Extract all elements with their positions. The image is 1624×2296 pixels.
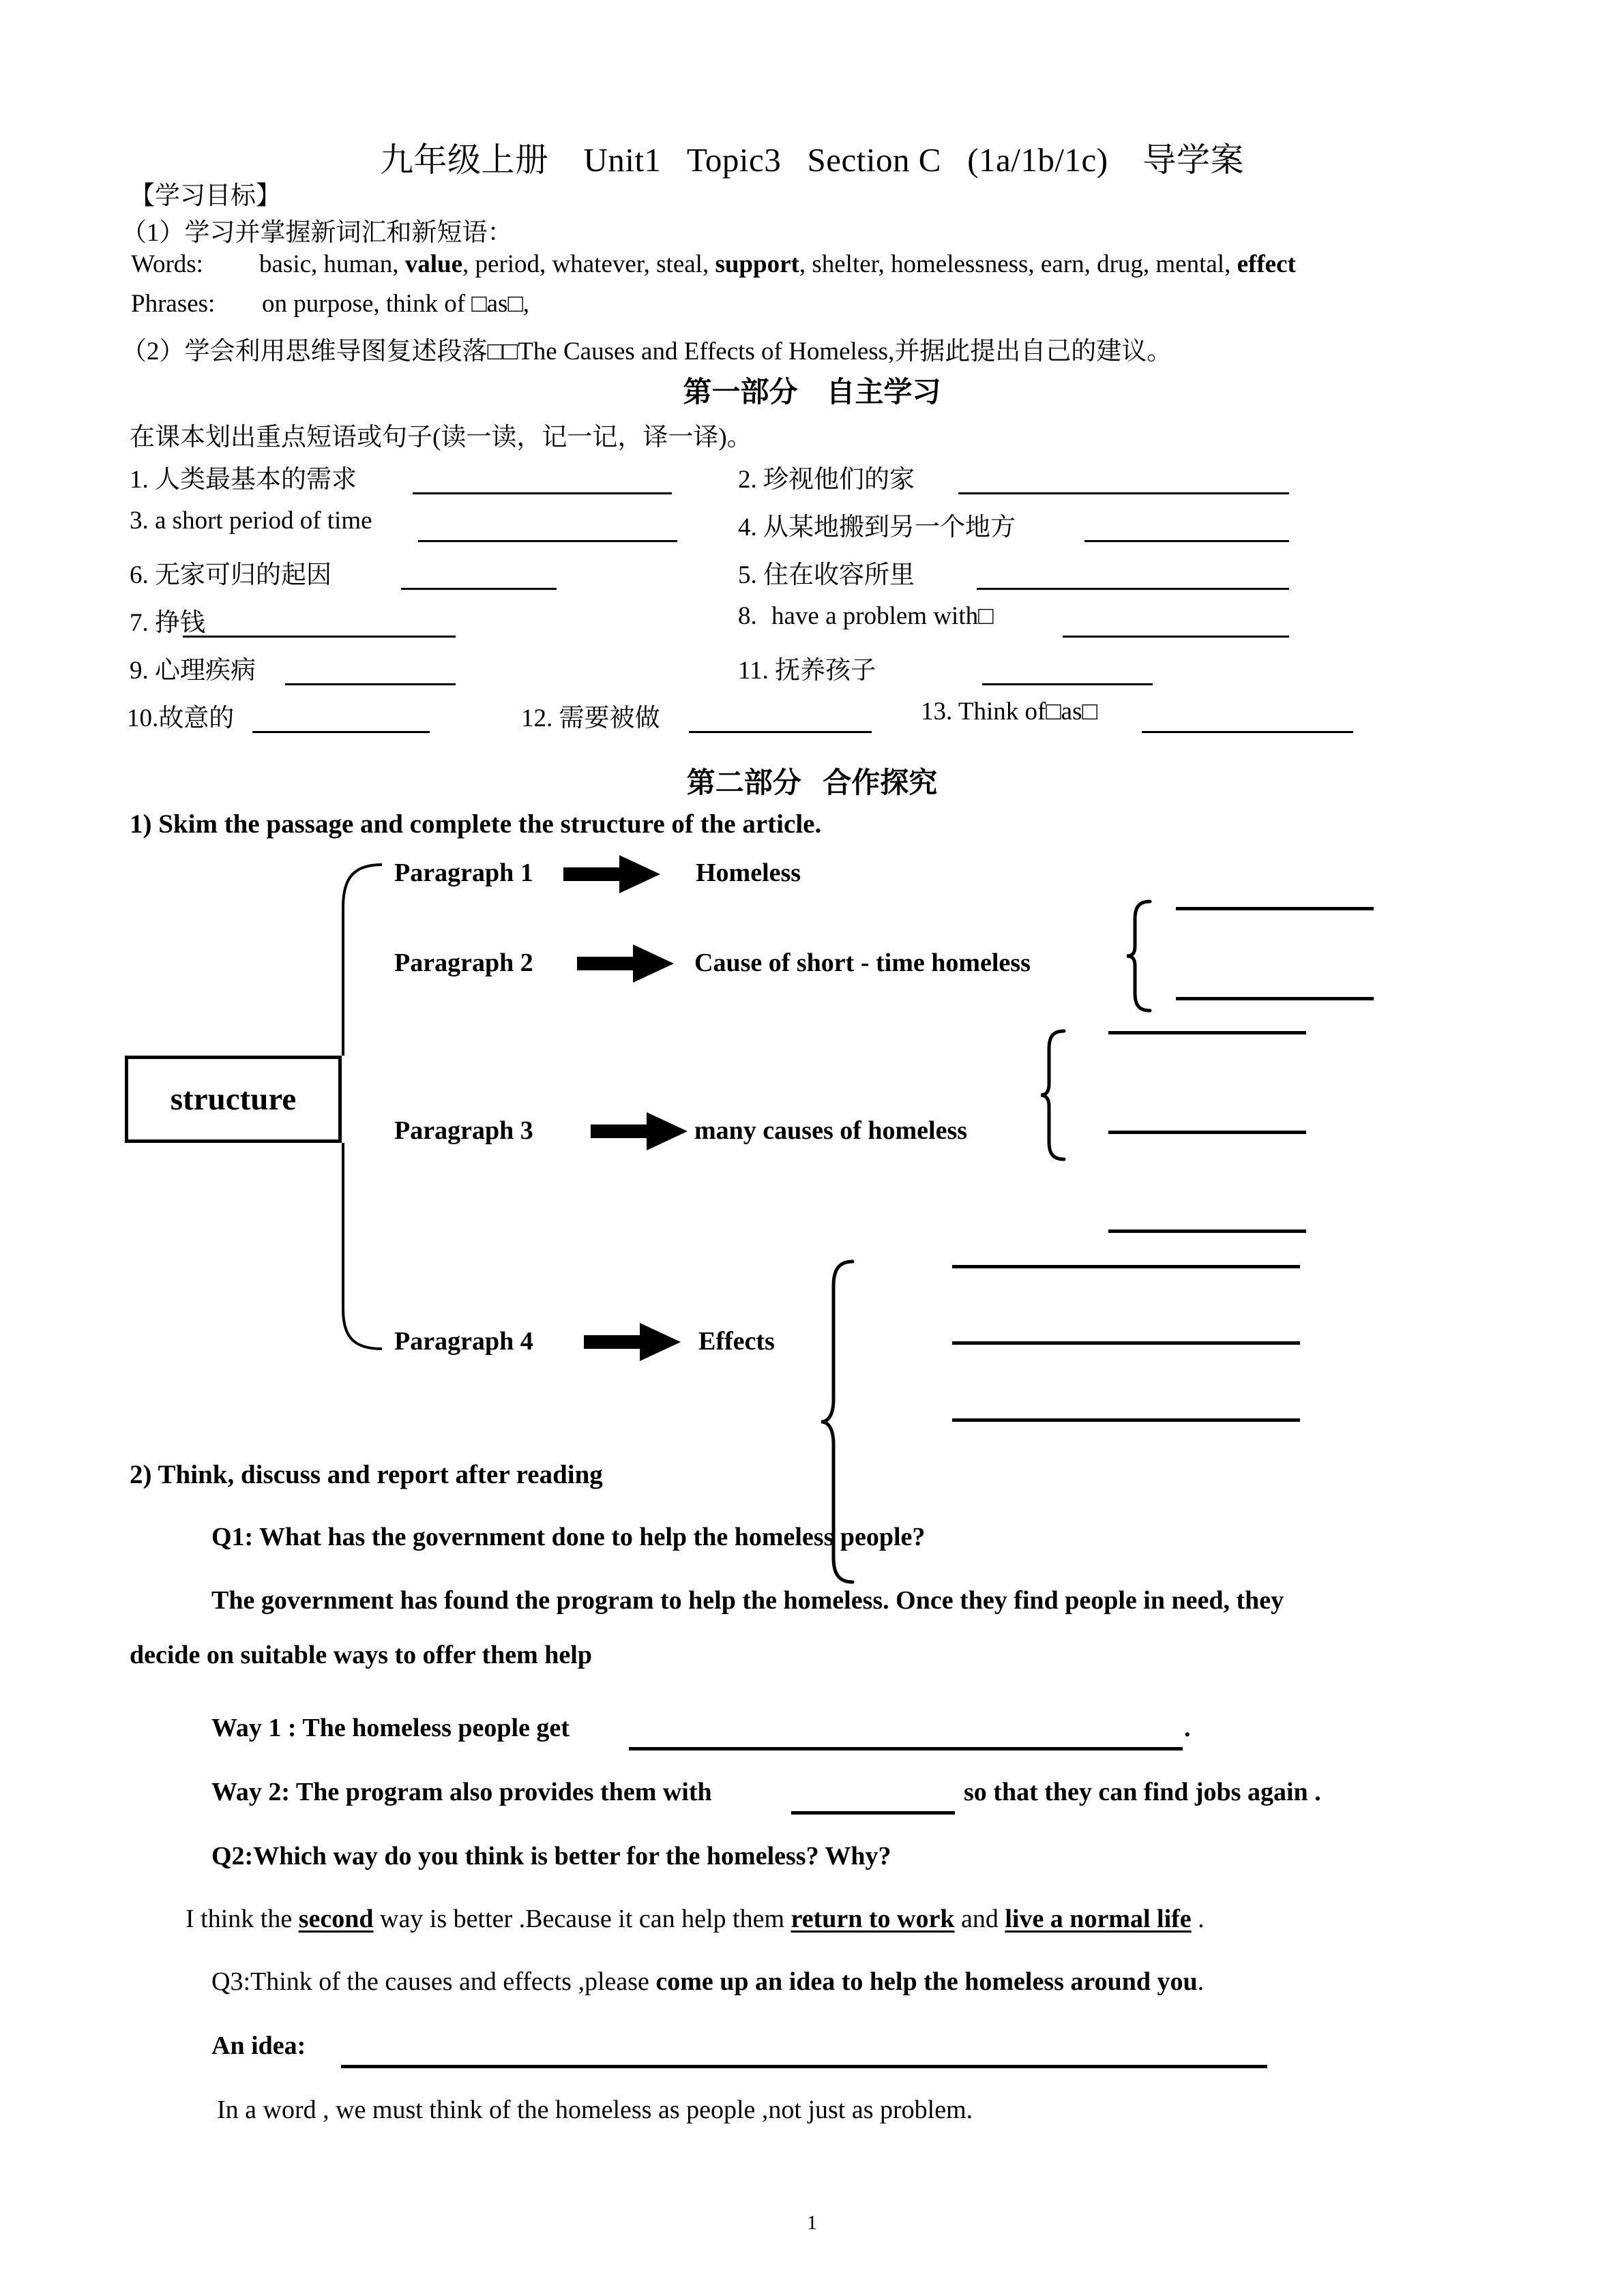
vocab-item-13	[921, 697, 1097, 726]
arrow-icon-p3	[591, 1112, 688, 1150]
diagram-blank-p3-3[interactable]	[1108, 1229, 1306, 1233]
q2-answer-underline-live-a-normal-life: live a normal life	[1005, 1905, 1192, 1933]
vocab-item-9-no: 9.	[130, 657, 149, 685]
way-2-blank[interactable]	[791, 1811, 955, 1815]
vocab-item-8-text: have a problem with□	[771, 602, 994, 630]
vocab-item-8	[738, 601, 993, 631]
vocab-item-10-no: 10.	[127, 704, 159, 732]
vocab-blank-8[interactable]	[1063, 636, 1289, 638]
vocab-item-5	[738, 554, 915, 591]
diagram-paragraph-1-label: Paragraph 1	[394, 859, 533, 887]
diagram-paragraph-2-result: Cause of short - time homeless	[694, 949, 1031, 977]
structure-box-label: structure	[170, 1082, 297, 1117]
words-part-3: , shelter, homelessness, earn, drug, mental,	[799, 250, 1237, 278]
diagram-paragraph-2-label: Paragraph 2	[394, 949, 533, 977]
question-1: Q1: What has the government done to help the homeless people?	[211, 1523, 926, 1551]
vocab-item-2-text: 珍视他们的家	[763, 466, 915, 494]
vocab-item-8-no: 8.	[738, 602, 757, 630]
vocab-item-9-text: 心理疾病	[155, 657, 256, 685]
vocab-item-11-text: 抚养孩子	[775, 657, 876, 685]
q3-part-2: .	[1197, 1967, 1205, 1996]
vocab-item-5-text: 住在收容所里	[763, 561, 915, 589]
vocab-item-6-text: 无家可归的起因	[155, 561, 331, 589]
vocab-item-4-no: 4.	[738, 513, 757, 541]
way-1-period: .	[1184, 1714, 1191, 1742]
question-1-answer-line-2: decide on suitable ways to offer them help	[130, 1641, 592, 1669]
vocab-blank-6[interactable]	[401, 588, 557, 590]
q2-answer-part-4: .	[1191, 1905, 1205, 1933]
diagram-blank-p2-1[interactable]	[1176, 907, 1374, 910]
vocab-item-13-text: Think of□as□	[958, 698, 1097, 726]
question-1-answer-line-1: The government has found the program to help the homeless. Once they find people in need, they	[211, 1586, 1284, 1615]
way-1-label: Way 1 : The homeless people get	[211, 1714, 570, 1742]
vocab-item-1-no: 1.	[130, 466, 149, 494]
phrases-label: Phrases:	[131, 290, 216, 318]
vocab-item-11-no: 11.	[738, 657, 769, 685]
words-part-2: , period, whatever, steal,	[462, 250, 715, 278]
arrow-icon-p1	[563, 855, 660, 893]
vocab-item-4-text: 从某地搬到另一个地方	[763, 513, 1016, 541]
diagram-paragraph-4-label: Paragraph 4	[394, 1327, 533, 1356]
way-2-label: Way 2: The program also provides them with	[211, 1778, 712, 1806]
vocab-item-10	[127, 697, 234, 734]
arrow-icon-p4	[584, 1323, 681, 1361]
vocab-item-7-text: 挣钱	[155, 609, 205, 637]
vocab-item-4	[738, 506, 1016, 543]
vocab-blank-1[interactable]	[413, 492, 672, 494]
diagram-paragraph-3-label: Paragraph 3	[394, 1116, 533, 1145]
vocab-blank-2[interactable]	[958, 492, 1289, 494]
vocab-item-10-text: 故意的	[158, 704, 235, 732]
diagram-paragraph-4-result: Effects	[698, 1327, 775, 1356]
diagram-paragraph-1-result: Homeless	[696, 859, 801, 887]
vocab-item-6	[130, 554, 331, 591]
diagram-blank-p4-2[interactable]	[952, 1341, 1300, 1345]
vocab-item-2	[738, 458, 915, 495]
question-1-answer	[130, 1585, 1494, 1670]
word-value: value	[404, 250, 463, 278]
vocab-item-1	[130, 458, 357, 495]
task-2-instruction: 2) Think, discuss and report after reading	[130, 1460, 603, 1489]
vocab-item-9	[130, 649, 256, 686]
words-part-1: basic, human,	[259, 250, 405, 278]
vocab-blank-7[interactable]	[183, 636, 456, 638]
way-2-suffix: so that they can find jobs again .	[964, 1778, 1321, 1806]
vocab-item-3	[130, 506, 372, 535]
page-number: 1	[807, 2211, 817, 2234]
question-2-answer	[186, 1904, 1205, 1934]
word-support: support	[715, 250, 799, 278]
diagram-blank-p2-2[interactable]	[1176, 997, 1374, 1000]
vocab-item-3-text: a short period of time	[155, 507, 372, 535]
vocab-blank-4[interactable]	[1084, 540, 1289, 542]
vocab-item-12-text: 需要被做	[559, 704, 660, 732]
page-title: 九年级上册 Unit1 Topic3 Section C (1a/1b/1c) 导学案	[379, 141, 1245, 179]
vocab-blank-5[interactable]	[977, 588, 1289, 590]
brace-paragraph-2	[1127, 901, 1150, 1011]
closing-statement: In a word , we must think of the homeless as people ,not just as problem.	[217, 2096, 973, 2124]
vocab-blank-10[interactable]	[252, 731, 430, 733]
objectives-item-2: （2）学会利用思维导图复述段落□□The Causes and Effects of Homeless,并据此提出自己的建议。	[121, 338, 1172, 366]
an-idea-label: An idea:	[211, 2031, 306, 2060]
q2-answer-part-3: and	[954, 1905, 1005, 1933]
objectives-heading: 【学习目标】	[130, 182, 281, 210]
diagram-blank-p4-1[interactable]	[952, 1265, 1300, 1268]
words-label: Words:	[131, 250, 203, 278]
question-3	[211, 1967, 1204, 1997]
vocab-blank-13[interactable]	[1142, 731, 1353, 733]
vocab-item-13-no: 13.	[921, 698, 953, 726]
vocab-item-12-no: 12.	[521, 704, 553, 732]
vocab-item-7	[130, 601, 205, 638]
an-idea-blank[interactable]	[341, 2065, 1267, 2068]
q2-answer-part-2: way is better .Because it can help them	[373, 1905, 791, 1933]
structure-box	[125, 1056, 342, 1143]
vocab-blank-3[interactable]	[418, 540, 677, 542]
vocab-blank-11[interactable]	[982, 683, 1153, 685]
q3-part-1: Q3:Think of the causes and effects ,please	[211, 1967, 656, 1996]
vocab-item-12	[521, 697, 660, 734]
words-list	[259, 250, 1296, 279]
q3-bold-phrase: come up an idea to help the homeless around you	[655, 1967, 1198, 1996]
vocab-item-1-text: 人类最基本的需求	[155, 466, 357, 494]
q2-answer-underline-return-to-work: return to work	[791, 1905, 955, 1933]
task-1-instruction: 1) Skim the passage and complete the structure of the article.	[130, 809, 822, 839]
objectives-item-1: （1）学习并掌握新词汇和新短语：	[121, 219, 513, 247]
word-effect: effect	[1237, 250, 1296, 278]
phrases-list: on purpose, think of □as□,	[262, 290, 530, 318]
vocab-blank-12[interactable]	[689, 731, 872, 733]
vocab-blank-9[interactable]	[285, 683, 456, 685]
q2-answer-underline-second: second	[298, 1905, 374, 1933]
q2-answer-part-1: I think the	[186, 1905, 299, 1933]
arrow-icon-p2	[577, 944, 674, 983]
way-1-blank[interactable]	[629, 1747, 1183, 1750]
diagram-blank-p3-2[interactable]	[1108, 1131, 1306, 1134]
part-1-heading: 第一部分 自主学习	[683, 377, 941, 408]
diagram-blank-p4-3[interactable]	[952, 1418, 1300, 1422]
vocab-item-11	[738, 649, 876, 686]
part-1-instruction: 在课本划出重点短语或句子(读一读，记一记，译一译)。	[130, 423, 752, 451]
vocab-item-3-no: 3.	[130, 507, 149, 535]
vocab-item-6-no: 6.	[130, 561, 149, 589]
vocab-item-2-no: 2.	[738, 466, 757, 494]
diagram-paragraph-3-result: many causes of homeless	[694, 1116, 968, 1145]
diagram-blank-p3-1[interactable]	[1108, 1031, 1306, 1034]
vocab-item-5-no: 5.	[738, 561, 757, 589]
question-2: Q2:Which way do you think is better for the homeless? Why?	[211, 1842, 891, 1870]
part-2-heading: 第二部分 合作探究	[686, 768, 938, 799]
vocab-item-7-no: 7.	[130, 609, 149, 637]
brace-paragraph-3	[1041, 1031, 1064, 1159]
